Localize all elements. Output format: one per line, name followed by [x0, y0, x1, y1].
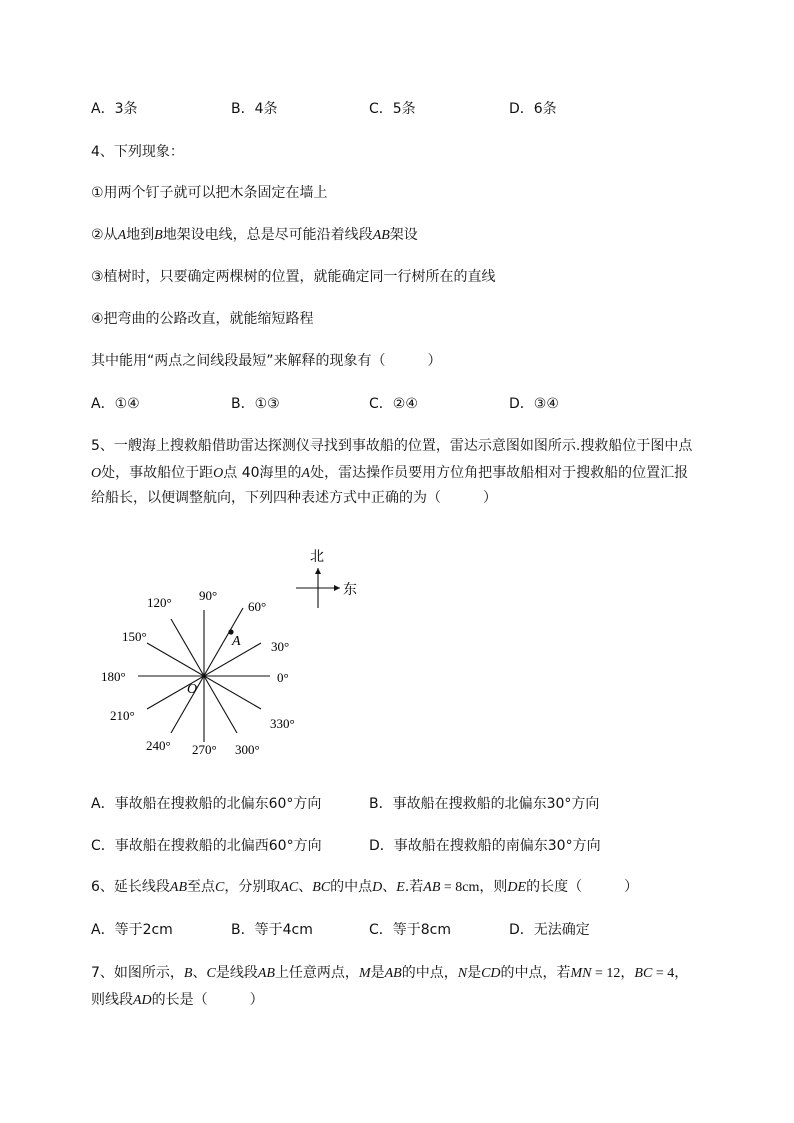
- point-o-label: O: [187, 682, 198, 697]
- angle-150-label: 150°: [122, 629, 147, 644]
- angle-210-label: 210°: [110, 708, 135, 723]
- q5-option-a: A．事故船在搜救船的北偏东60°方向: [91, 796, 322, 812]
- q7-line-2: 则线段AD的长是（ ）: [91, 992, 264, 1008]
- q7-line-1: 7、如图所示，B、C是线段AB上任意两点，M是AB的中点，N是CD的中点，若MN = 12，BC = 4，: [91, 965, 689, 981]
- q6-option-b: B．等于4cm: [231, 922, 313, 938]
- angle-180-label: 180°: [101, 669, 126, 684]
- q6-option-a: A．等于2cm: [91, 922, 173, 938]
- angle-60-label: 60°: [248, 599, 267, 614]
- q4-option-c: C．②④: [369, 396, 418, 412]
- q3-option-d: D．6条: [509, 101, 557, 117]
- q3-option-b: B．4条: [231, 101, 278, 117]
- q5-option-b: B．事故船在搜救船的北偏东30°方向: [369, 796, 600, 812]
- q4-item-3: ③植树时，只要确定两棵树的位置，就能确定同一行树所在的直线: [91, 269, 496, 285]
- angle-330-label: 330°: [270, 716, 295, 731]
- east-label: 东: [343, 583, 357, 598]
- q5-line-2: O处，事故船位于距O点 40海里的A处，雷达操作员要用方位角把事故船相对于搜救船的位置汇报: [91, 465, 689, 481]
- angle-30-label: 30°: [271, 639, 290, 654]
- q4-stem: 4、下列现象：: [91, 144, 184, 160]
- q4-option-b: B．①③: [231, 396, 280, 412]
- angle-90-label: 90°: [199, 588, 218, 603]
- north-arrow-icon: [315, 568, 321, 574]
- angle-270-label: 270°: [192, 742, 217, 757]
- angle-0-label: 0°: [277, 670, 289, 685]
- q5-line-1: 5、一艘海上搜救船借助雷达探测仪寻找到事故船的位置，雷达示意图如图所示.搜救船位于图中点: [91, 438, 693, 454]
- q3-option-c: C．5条: [369, 101, 416, 117]
- q3-option-a: A．3条: [91, 101, 138, 117]
- north-label: 北: [310, 550, 324, 565]
- q4-item-1: ①用两个钉子就可以把木条固定在墙上: [91, 185, 328, 201]
- q6-option-c: C．等于8cm: [369, 922, 452, 938]
- east-arrow-icon: [334, 585, 340, 591]
- angle-240-label: 240°: [146, 738, 171, 753]
- q5-option-c: C．事故船在搜救船的北偏西60°方向: [91, 838, 322, 854]
- q6-option-d: D．无法确定: [509, 922, 590, 938]
- q4-option-a: A．①④: [91, 396, 140, 412]
- ray-60-240: [171, 608, 243, 733]
- q4-item-2: ②从A地到B地架设电线，总是尽可能沿着线段AB架设: [91, 227, 418, 243]
- point-a-label: A: [232, 634, 241, 649]
- radar-diagram: [90, 540, 370, 770]
- q4-question: 其中能用“两点之间线段最短”来解释的现象有（ ）: [91, 353, 442, 369]
- q4-item-4: ④把弯曲的公路改直，就能缩短路程: [91, 311, 314, 327]
- angle-300-label: 300°: [235, 742, 260, 757]
- q5-line-3: 给船长，以便调整航向，下列四种表述方式中正确的为（ ）: [91, 490, 497, 506]
- q5-option-d: D．事故船在搜救船的南偏东30°方向: [369, 838, 601, 854]
- angle-120-label: 120°: [147, 595, 172, 610]
- q6-stem: 6、延长线段AB至点C，分别取AC、BC的中点D、E.若AB = 8cm，则DE的长度（ ）: [91, 879, 639, 895]
- q4-option-d: D．③④: [509, 396, 559, 412]
